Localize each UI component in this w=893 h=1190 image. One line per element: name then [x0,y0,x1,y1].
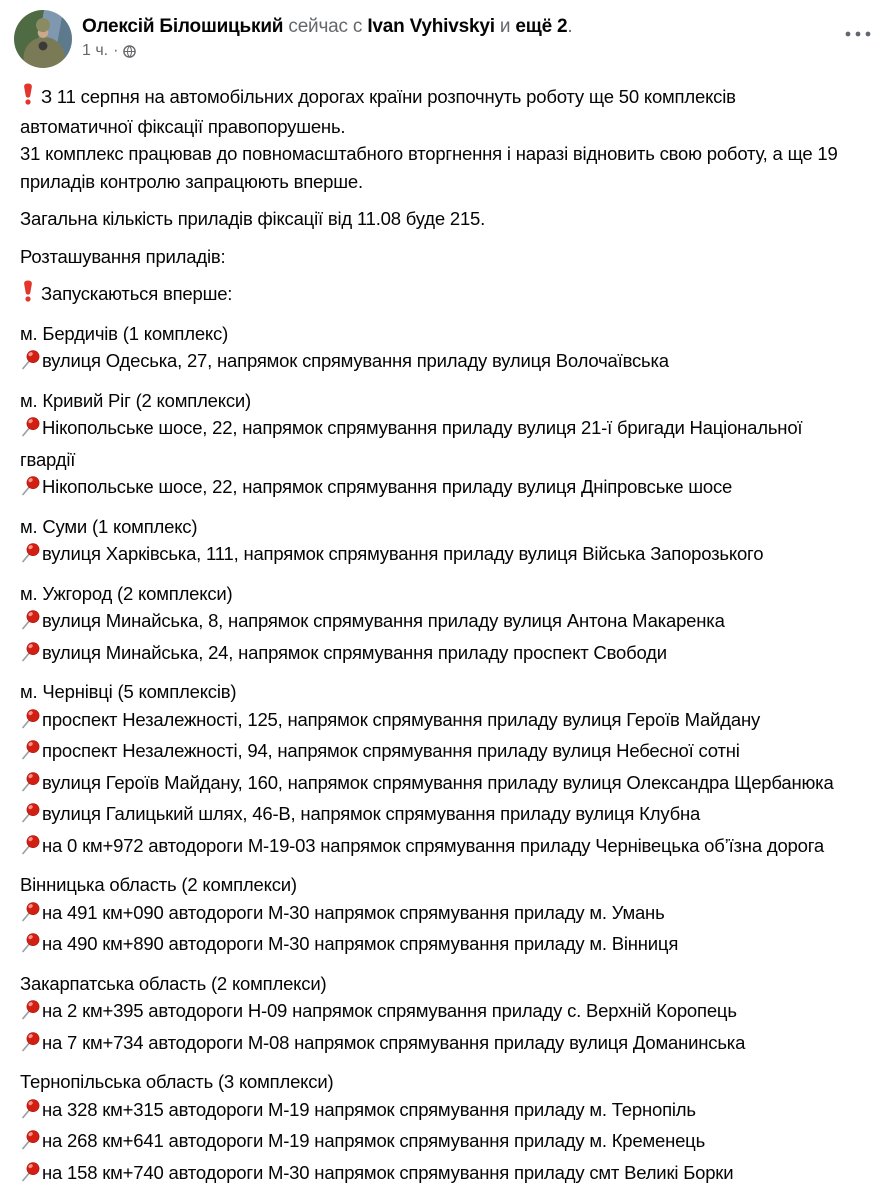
intro-paragraph [20,83,853,195]
round-pushpin-icon [20,901,41,931]
avatar[interactable] [14,10,72,68]
byline-joiner: и [500,16,510,37]
round-pushpin-icon [20,1031,41,1061]
post-byline [82,14,839,39]
more-options-button[interactable] [839,14,877,52]
author-name[interactable]: Олексій Білошицький [82,16,283,37]
camera-location-text: вулиця Одеська, 27, напрямок спрямування приладу вулиця Волочаївська [42,350,669,371]
round-pushpin-icon [20,349,41,379]
camera-location-text: вулиця Героїв Майдану, 160, напрямок спрямування приладу вулиця Олександра Щербанюка [42,772,834,793]
first-launch-text: Запускаються вперше: [41,283,232,304]
byline-joiner: сейчас с [288,16,362,37]
location-group [20,513,853,572]
post-body [14,83,877,1190]
camera-location-text: на 328 км+315 автодороги М-19 напрямок спрямування приладу м. Тернопіль [42,1099,696,1120]
camera-location-text: вулиця Минайська, 8, напрямок спрямування приладу вулиця Антона Макаренка [42,610,725,631]
camera-location-text: на 2 км+395 автодороги Н-09 напрямок спрямування приладу с. Верхній Коропець [42,1000,737,1021]
camera-location-item [20,706,853,738]
round-pushpin-icon [20,802,41,832]
location-group [20,1068,853,1190]
camera-location-text: на 158 км+740 автодороги М-30 напрямок спрямування приладу смт Великі Борки [42,1162,733,1183]
camera-location-item [20,769,853,801]
camera-location-item [20,639,853,671]
post-header [14,10,877,68]
location-group-title: м. Чернівці (5 комплексів) [20,678,853,706]
camera-location-item [20,737,853,769]
round-pushpin-icon [20,834,41,864]
round-pushpin-icon [20,641,41,671]
round-pushpin-icon [20,999,41,1029]
location-groups [20,320,853,1190]
location-group-title: м. Бердичів (1 комплекс) [20,320,853,348]
round-pushpin-icon [20,475,41,505]
camera-location-text: вулиця Харківська, 111, напрямок спрямування приладу вулиця Війська Запорозького [42,543,763,564]
camera-location-text: проспект Незалежності, 125, напрямок спрямування приладу вулиця Героїв Майдану [42,709,760,730]
post-meta [82,42,839,60]
camera-location-text: проспект Незалежності, 94, напрямок спрямування приладу вулиця Небесної сотні [42,740,740,761]
camera-location-text: на 0 км+972 автодороги М-19-03 напрямок спрямування приладу Чернівецька об’їзна дорога [42,835,824,856]
location-group-title: м. Суми (1 комплекс) [20,513,853,541]
round-pushpin-icon [20,1098,41,1128]
location-group [20,871,853,962]
total-count-line: Загальна кількість приладів фіксації від 11.08 буде 215. [20,205,853,233]
meta-separator: · [113,42,118,60]
camera-location-text: на 490 км+890 автодороги М-30 напрямок спрямування приладу м. Вінниця [42,933,678,954]
location-group [20,678,853,863]
more-tagged-link[interactable]: ещё 2 [515,16,567,37]
location-group-title: Закарпатська область (2 комплекси) [20,970,853,998]
round-pushpin-icon [20,739,41,769]
camera-location-item [20,607,853,639]
round-pushpin-icon [20,542,41,572]
camera-location-item [20,414,853,473]
location-group-title: Вінницька область (2 комплекси) [20,871,853,899]
camera-location-item [20,1096,853,1128]
camera-location-text: вулиця Минайська, 24, напрямок спрямування приладу проспект Свободи [42,642,667,663]
byline-period: . [567,16,572,37]
location-group-title: м. Ужгород (2 комплекси) [20,580,853,608]
location-group [20,970,853,1061]
red-exclamation-icon [22,280,34,310]
round-pushpin-icon [20,771,41,801]
camera-location-text: на 491 км+090 автодороги М-30 напрямок спрямування приладу м. Умань [42,902,665,923]
camera-location-item [20,1029,853,1061]
location-group-title: Тернопільська область (3 комплекси) [20,1068,853,1096]
camera-location-text: на 268 км+641 автодороги М-19 напрямок спрямування приладу м. Кременець [42,1130,705,1151]
round-pushpin-icon [20,609,41,639]
camera-location-item [20,899,853,931]
round-pushpin-icon [20,1129,41,1159]
camera-location-text: на 7 км+734 автодороги М-08 напрямок спрямування приладу вулиця Доманинська [42,1032,745,1053]
camera-location-text: вулиця Галицький шлях, 46-В, напрямок спрямування приладу вулиця Клубна [42,803,700,824]
header-info [82,10,839,60]
camera-location-text: Нікопольське шосе, 22, напрямок спрямування приладу вулиця Дніпровське шосе [42,476,732,497]
camera-location-item [20,832,853,864]
location-group-title: м. Кривий Ріг (2 комплекси) [20,387,853,415]
camera-location-item [20,347,853,379]
locations-heading: Розташування приладів: [20,243,853,271]
globe-public-icon [123,45,136,58]
camera-location-item [20,1159,853,1190]
camera-location-item [20,997,853,1029]
location-group [20,387,853,505]
camera-location-item [20,473,853,505]
intro-text-1: З 11 серпня на автомобільних дорогах країни розпочнуть роботу ще 50 комплексів автоматичної фіксації правопорушень. [20,86,736,137]
round-pushpin-icon [20,416,41,446]
camera-location-item [20,930,853,962]
location-group [20,320,853,379]
camera-location-item [20,1127,853,1159]
camera-location-text: Нікопольське шосе, 22, напрямок спрямування приладу вулиця 21-ї бригади Національної гвардії [20,417,802,470]
intro-line-1 [20,83,853,140]
location-group [20,580,853,671]
tagged-user-link[interactable]: Ivan Vyhivskyi [367,16,494,37]
round-pushpin-icon [20,932,41,962]
red-exclamation-icon [22,83,34,113]
first-launch-heading [20,280,853,310]
intro-line-2: 31 комплекс працював до повномасштабного вторгнення і наразі відновить свою роботу, а ще 19 приладів контролю запрацюють вперше. [20,140,853,195]
camera-location-item [20,540,853,572]
round-pushpin-icon [20,708,41,738]
timestamp[interactable]: 1 ч. [82,42,108,60]
camera-location-item [20,800,853,832]
